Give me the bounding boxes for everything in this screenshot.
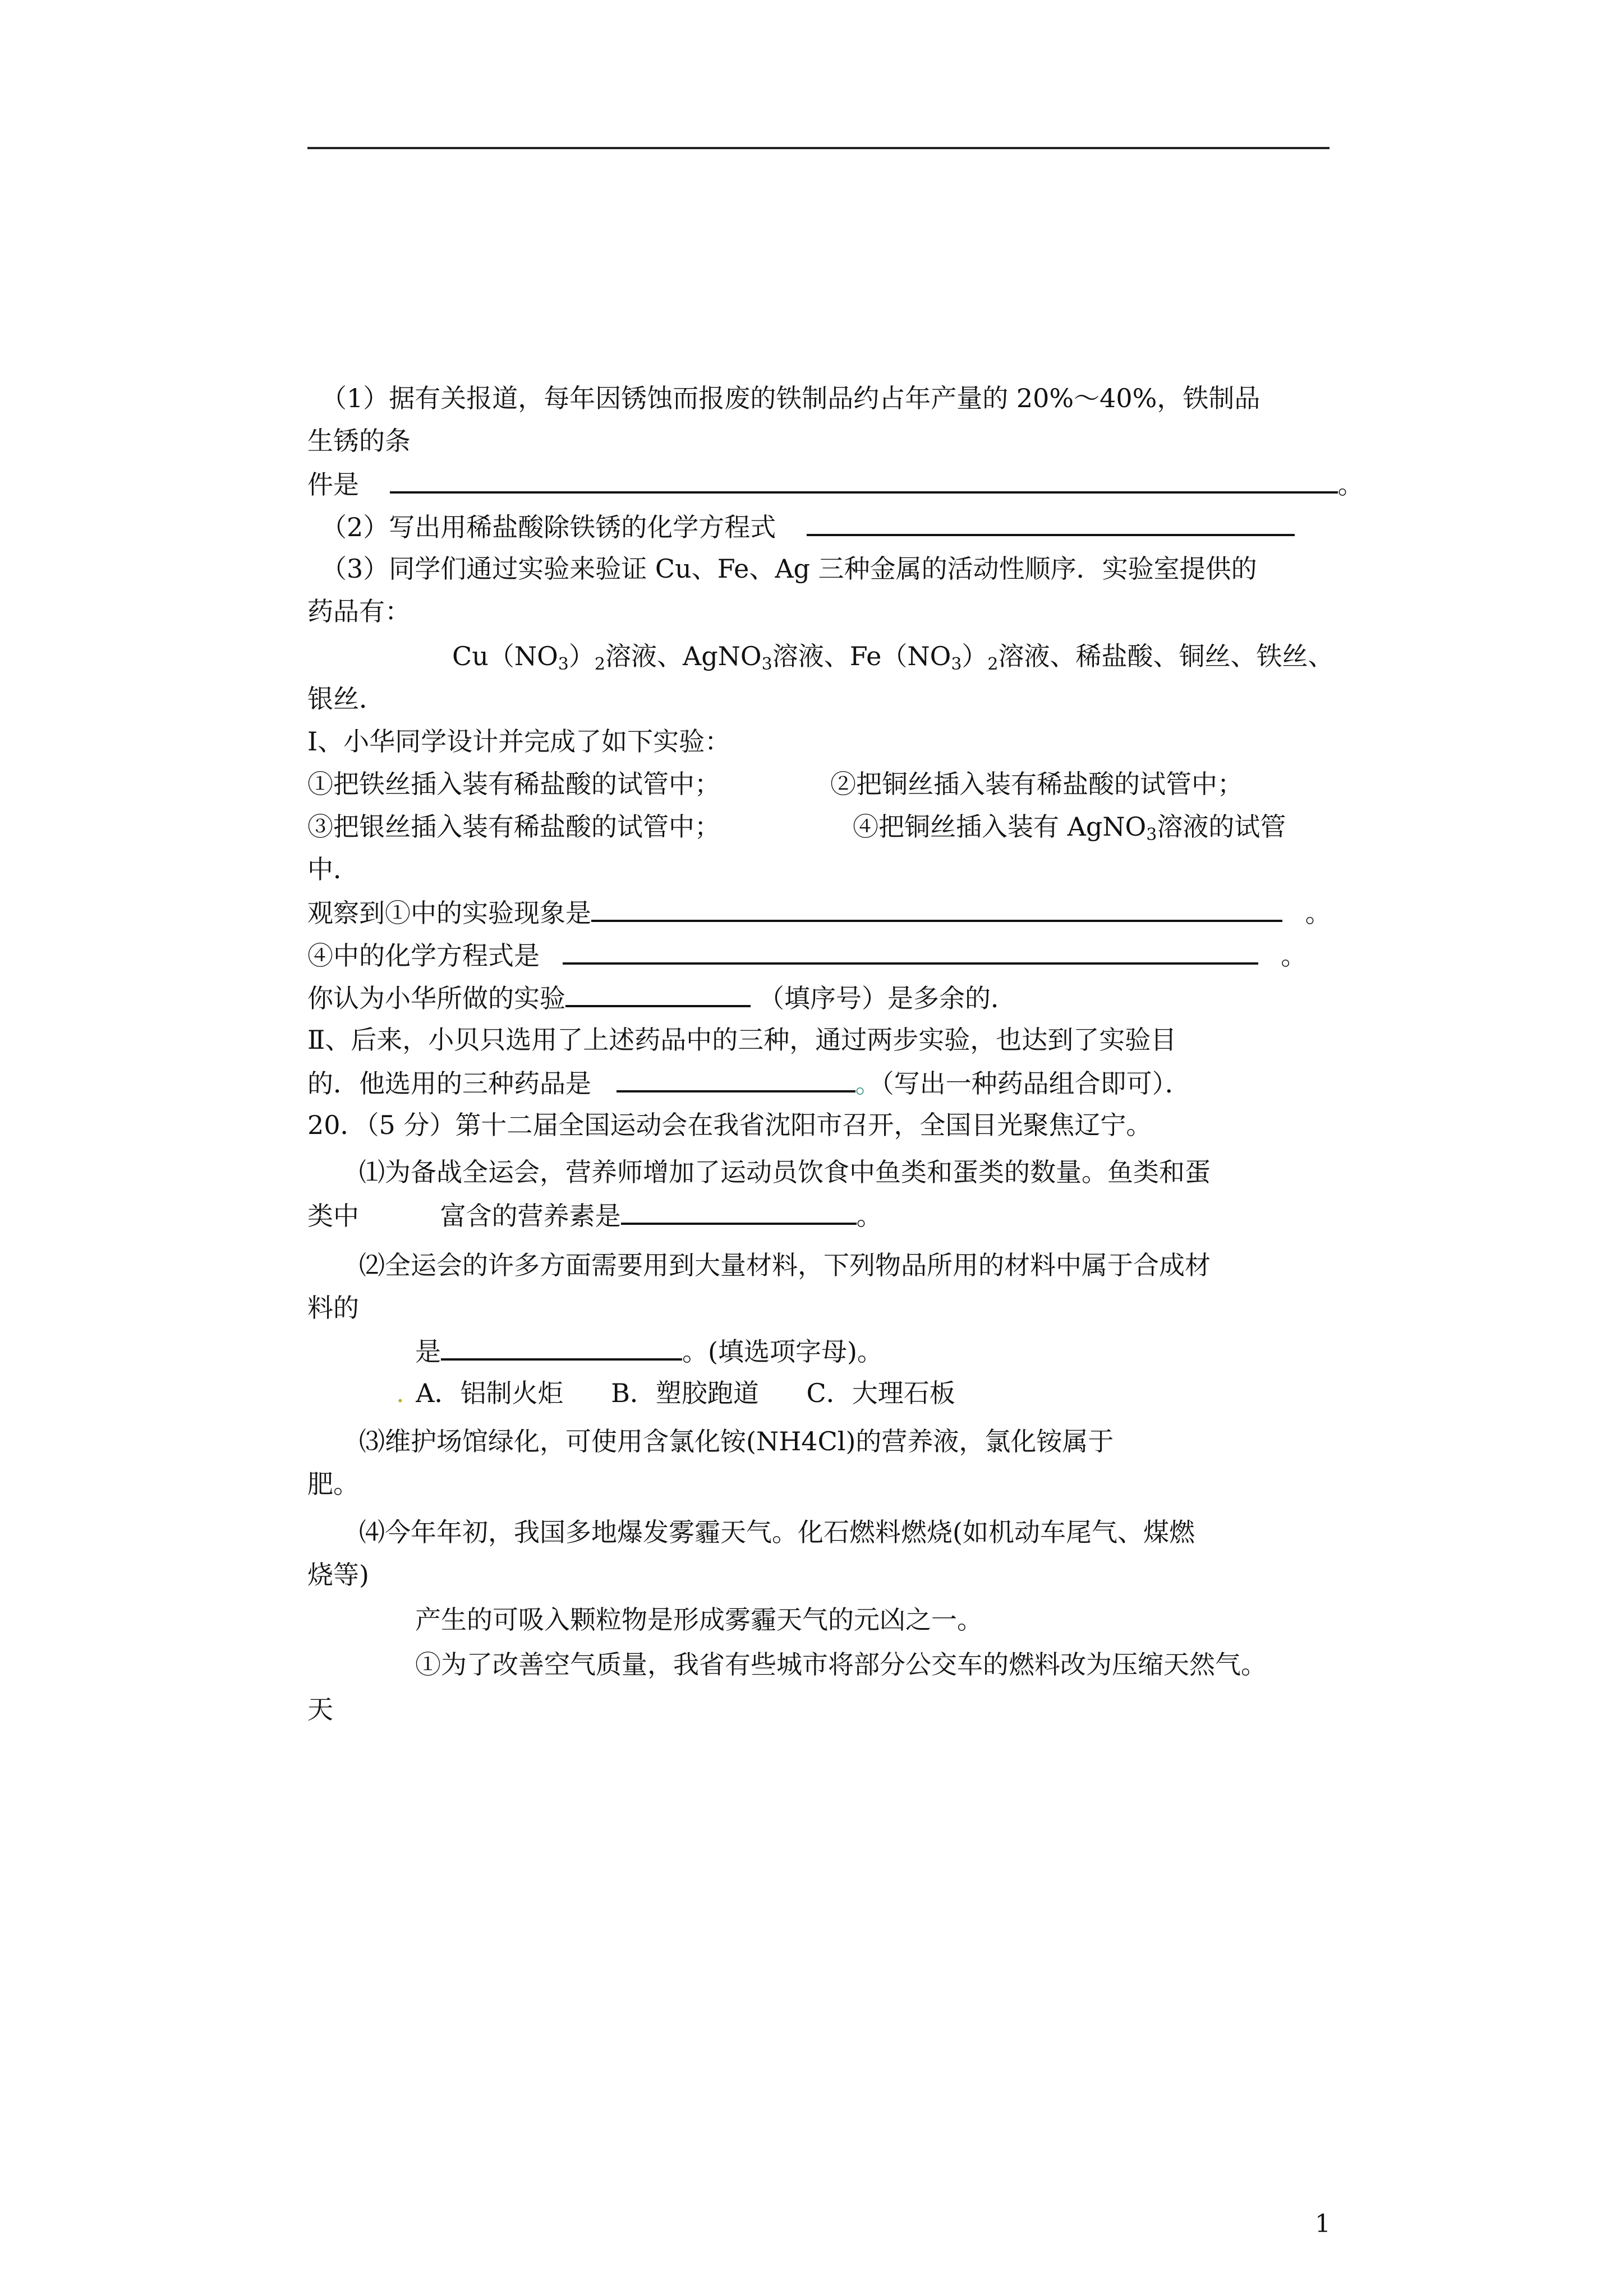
q20-part4-text-5: 天 xyxy=(307,1694,333,1725)
q20-part1-text-b: 富含的营养素是 xyxy=(440,1201,621,1231)
reagent-text: 溶液、AgNO xyxy=(605,641,762,671)
q20-part4-line5 xyxy=(307,1693,333,1726)
equation-4-prefix: ④中的化学方程式是 xyxy=(307,940,540,971)
observation-line xyxy=(307,895,1331,929)
equation-4-blank[interactable] xyxy=(563,938,1258,965)
experiment-4-line2 xyxy=(307,852,359,886)
equation-4-line xyxy=(307,938,1306,971)
experiment-3 xyxy=(307,810,720,843)
q20-part2-text: ⑵全运会的许多方面需要用到大量材料，下列物品所用的材料中属于合成材 xyxy=(359,1250,1211,1280)
reagent-text-cont: 银丝． xyxy=(307,684,385,714)
q20-part2-line1 xyxy=(359,1248,1211,1282)
q20-part3-text-cont: 肥。 xyxy=(307,1469,359,1499)
q20-part1-suffix: 。 xyxy=(856,1201,882,1231)
q20-part4-line4 xyxy=(415,1648,1267,1681)
q19-part2-line xyxy=(321,509,1295,543)
nutrient-blank[interactable] xyxy=(621,1198,857,1225)
reagent-text: 溶液、稀盐酸、铜丝、铁丝、 xyxy=(998,641,1334,671)
q19-part1-text-cont: 生锈的条 xyxy=(307,426,411,456)
part2-text: Ⅱ、后来，小贝只选用了上述药品中的三种，通过两步实验，也达到了实验目 xyxy=(307,1025,1177,1055)
q20-part2-line2 xyxy=(307,1291,359,1325)
part1-intro-line xyxy=(307,725,730,758)
annotation-dot: . xyxy=(396,1378,404,1408)
q19-part1-line1 xyxy=(321,381,1260,415)
q20-part4-line2 xyxy=(307,1558,369,1592)
q20-part3-line2 xyxy=(307,1467,359,1501)
q19-part3-line2 xyxy=(307,594,411,628)
reagent-subscript: 2 xyxy=(594,654,605,674)
q20-part1-line2 xyxy=(307,1198,882,1232)
q20-part2-prefix: 是 xyxy=(415,1336,441,1367)
q20-part4-text-4: ①为了改善空气质量，我省有些城市将部分公交车的燃料改为压缩天然气。 xyxy=(415,1649,1267,1680)
q20-part1-text-a: 类中 xyxy=(307,1201,359,1231)
page-number: 1 xyxy=(1315,2210,1331,2238)
redundant-blank[interactable] xyxy=(565,980,751,1007)
experiment-4 xyxy=(853,810,1286,843)
synthetic-material-blank[interactable] xyxy=(441,1334,682,1361)
redundant-line xyxy=(307,980,1016,1014)
q20-part3-line1 xyxy=(359,1424,1114,1458)
q20-part4-text: ⑷今年年初，我国多地爆发雾霾天气。化石燃料燃烧(如机动车尾气、煤燃 xyxy=(359,1517,1195,1547)
observation-blank[interactable] xyxy=(591,895,1282,922)
experiment-3-text: ③把银丝插入装有稀盐酸的试管中； xyxy=(307,812,720,842)
experiment-4-subscript: 3 xyxy=(1146,825,1157,845)
equation-4-suffix: 。 xyxy=(1281,940,1307,971)
reagent-subscript: 3 xyxy=(761,654,772,674)
q19-part3-text-cont: 药品有： xyxy=(307,596,411,626)
q20-part3-text: ⑶维护场馆绿化，可使用含氯化铵(NH4Cl)的营养液，氯化铵属于 xyxy=(359,1426,1114,1456)
option-a: A．铝制火炬 xyxy=(416,1378,564,1408)
reagent-list-line1 xyxy=(452,639,1334,673)
q20-title-text: 20．（5 分）第十二届全国运动会在我省沈阳市召开，全国目光聚焦辽宁。 xyxy=(307,1110,1152,1140)
q20-part1-text: ⑴为备战全运会，营养师增加了运动员饮食中鱼类和蛋类的数量。鱼类和蛋 xyxy=(359,1157,1211,1187)
q20-part2-text-cont: 料的 xyxy=(307,1293,359,1323)
q20-part4-line3 xyxy=(415,1603,983,1636)
reagent-subscript: 2 xyxy=(987,654,999,674)
rust-removal-equation-blank[interactable] xyxy=(807,509,1295,536)
q20-part2-suffix: 。(填选项字母)。 xyxy=(682,1336,883,1367)
observation-prefix: 观察到①中的实验现象是 xyxy=(307,898,591,928)
reagent-subscript: 3 xyxy=(558,654,569,674)
redundant-prefix: 你认为小华所做的实验 xyxy=(307,983,565,1013)
q19-part1-prefix: 件是 xyxy=(307,469,359,500)
reagent-text: ） xyxy=(568,641,595,671)
reagent-subscript: 3 xyxy=(951,654,962,674)
header-rule xyxy=(307,147,1329,149)
reagent-list-line2 xyxy=(307,682,385,716)
q19-part1-suffix: 。 xyxy=(1337,469,1364,500)
q19-part3-line1 xyxy=(321,552,1257,585)
experiment-2 xyxy=(830,767,1243,801)
reagent-text: 溶液、Fe（NO xyxy=(772,641,951,671)
q19-part2-prefix: （2）写出用稀盐酸除铁锈的化学方程式 xyxy=(321,512,776,542)
experiment-4-text-end: 溶液的试管 xyxy=(1157,812,1286,842)
q20-part2-line3 xyxy=(415,1334,883,1367)
q19-part1-line3 xyxy=(307,467,1364,500)
option-b: B．塑胶跑道 xyxy=(611,1378,759,1408)
q20-part4-line1 xyxy=(359,1515,1195,1549)
q20-options xyxy=(396,1376,955,1410)
part2-line2 xyxy=(307,1066,1191,1099)
q20-part1-line1 xyxy=(359,1155,1211,1189)
reagent-text: ） xyxy=(961,641,988,671)
experiment-1 xyxy=(307,767,720,801)
annotation-mark: 。 xyxy=(855,1068,881,1099)
redundant-suffix: （填序号）是多余的． xyxy=(758,983,1016,1013)
part2-line1 xyxy=(307,1023,1176,1057)
option-c: C．大理石板 xyxy=(806,1378,955,1408)
observation-suffix: 。 xyxy=(1305,898,1331,928)
part2-suffix: （写出一种药品组合即可）． xyxy=(881,1068,1191,1099)
experiment-4-text: ④把铜丝插入装有 AgNO xyxy=(853,812,1147,842)
reagent-combo-blank[interactable] xyxy=(617,1066,855,1092)
experiment-4-text-cont: 中． xyxy=(307,854,359,884)
rust-conditions-blank[interactable] xyxy=(390,467,1338,494)
q20-title xyxy=(307,1108,1152,1142)
experiment-2-text: ②把铜丝插入装有稀盐酸的试管中； xyxy=(830,769,1243,799)
part1-intro: Ⅰ、小华同学设计并完成了如下实验： xyxy=(307,726,731,757)
part2-prefix: 的．他选用的三种药品是 xyxy=(307,1068,591,1099)
q19-part1-line2 xyxy=(307,424,411,458)
reagent-text: Cu（NO xyxy=(452,641,558,671)
q19-part3-text: （3）同学们通过实验来验证 Cu、Fe、Ag 三种金属的活动性顺序．实验室提供的 xyxy=(321,554,1257,584)
q20-part4-text-cont: 烧等) xyxy=(307,1560,369,1590)
q20-part4-text-3: 产生的可吸入颗粒物是形成雾霾天气的元凶之一。 xyxy=(415,1605,983,1635)
q19-part1-text: （1）据有关报道，每年因锈蚀而报废的铁制品约占年产量的 20%～40%，铁制品 xyxy=(321,383,1260,413)
experiment-1-text: ①把铁丝插入装有稀盐酸的试管中； xyxy=(307,769,720,799)
